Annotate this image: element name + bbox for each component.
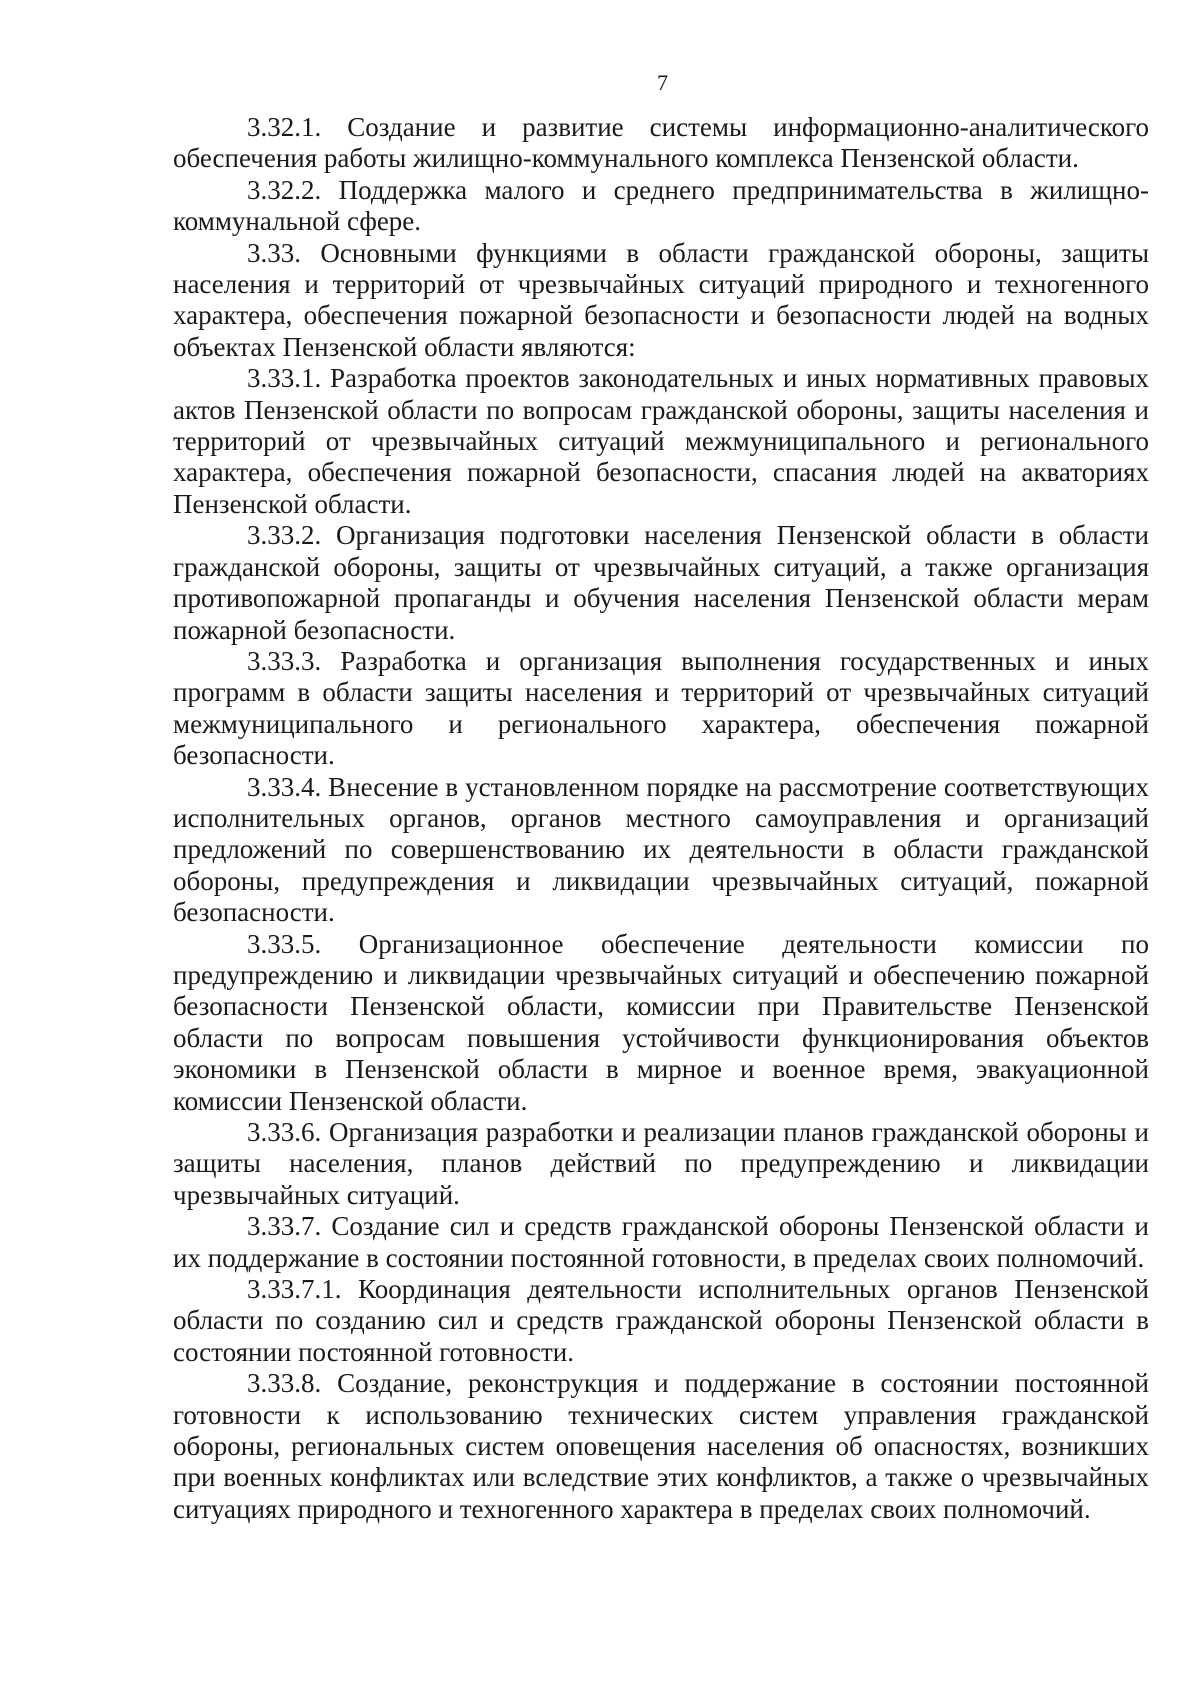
page-number: 7 (657, 70, 668, 95)
paragraph-3-33-2: 3.33.2. Организация подготовки населения Пензенской области в области гражданской обороны, защиты от чрезвычайных ситуаций, а также организация противопожарной пропаганды и обучения населения Пензенской области мерам пожарной безопасности. (173, 520, 1149, 645)
paragraph-3-32-1: 3.32.1. Создание и развитие системы информационно-аналитического обеспечения работы жилищно-коммунального комплекса Пензенской области. (173, 112, 1149, 174)
paragraph-3-33-7-1: 3.33.7.1. Координация деятельности исполнительных органов Пензенской области по созданию сил и средств гражданской обороны Пензенской области в состоянии постоянной готовности. (173, 1274, 1149, 1367)
paragraph-3-33-8: 3.33.8. Создание, реконструкция и поддержание в состоянии постоянной готовности к использованию технических систем управления гражданской обороны, региональных систем оповещения населения об опасностях, возникших при военных конфликтах или вследствие этих конфликтов, а также о чрезвычайных ситуациях природного и техногенного характера в пределах своих полномочий. (173, 1368, 1149, 1524)
paragraph-3-33-7: 3.33.7. Создание сил и средств гражданской обороны Пензенской области и их поддержание в состоянии постоянной готовности, в пределах своих полномочий. (173, 1211, 1149, 1273)
paragraph-3-33-1: 3.33.1. Разработка проектов законодательных и иных нормативных правовых актов Пензенской области по вопросам гражданской обороны, защиты населения и территорий от чрезвычайных ситуаций межмуниципального и регионального характера, обеспечения пожарной безопасности, спасания людей на акваториях Пензенской области. (173, 363, 1149, 519)
paragraph-3-32-2: 3.32.2. Поддержка малого и среднего предпринимательства в жилищно-коммунальной сфере. (173, 174, 1149, 237)
document-body (173, 112, 1149, 1525)
paragraph-3-33-5: 3.33.5. Организационное обеспечение деятельности комиссии по предупреждению и ликвидации чрезвычайных ситуаций и обеспечению пожарной безопасности Пензенской области, комиссии при Правительстве Пензенской области по вопросам повышения устойчивости функционирования объектов экономики в Пензенской области в мирное и военное время, эвакуационной комиссии Пензенской области. (173, 928, 1149, 1116)
paragraph-3-33-3: 3.33.3. Разработка и организация выполнения государственных и иных программ в области защиты населения и территорий от чрезвычайных ситуаций межмуниципального и регионального характера, обеспечения пожарной безопасности. (173, 645, 1149, 771)
paragraph-3-33-6: 3.33.6. Организация разработки и реализации планов гражданской обороны и защиты населения, планов действий по предупреждению и ликвидации чрезвычайных ситуаций. (173, 1117, 1149, 1210)
paragraph-3-33-4: 3.33.4. Внесение в установленном порядке на рассмотрение соответствующих исполнительных органов, органов местного самоуправления и организаций предложений по совершенствованию их деятельности в области гражданской обороны, предупреждения и ликвидации чрезвычайных ситуаций, пожарной безопасности. (173, 771, 1149, 928)
paragraph-3-33: 3.33. Основными функциями в области гражданской обороны, защиты населения и территорий от чрезвычайных ситуаций природного и техногенного характера, обеспечения пожарной безопасности и безопасности людей на водных объектах Пензенской области являются: (173, 237, 1149, 362)
